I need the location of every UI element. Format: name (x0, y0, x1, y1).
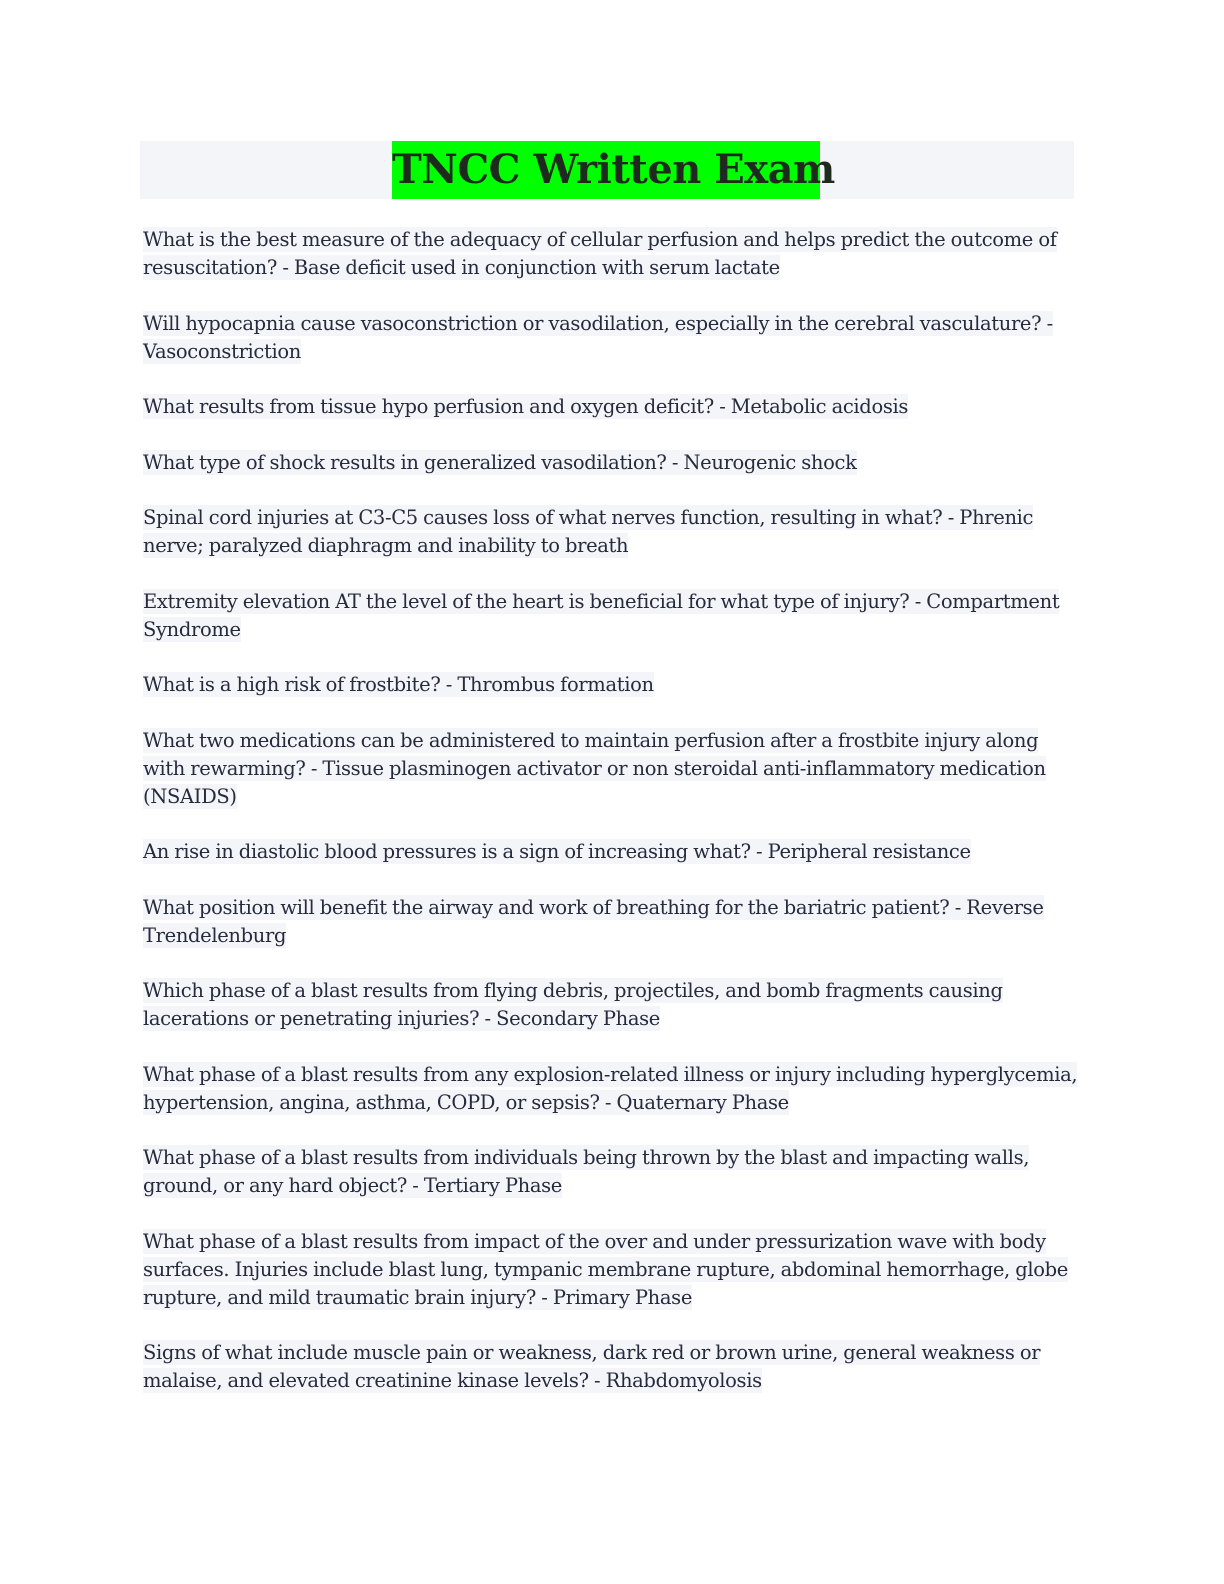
qa-item (143, 671, 1083, 699)
qa-item (143, 1144, 1083, 1200)
qa-text: Signs of what include muscle pain or weakness, dark red or brown urine, general weakness or malaise, and elevated creatinine kinase levels? - Rhabdomyolosis (143, 1341, 1041, 1392)
question-answer-list (143, 226, 1083, 1423)
document-title: TNCC Written Exam (392, 141, 820, 199)
qa-text: What results from tissue hypo perfusion and oxygen deficit? - Metabolic acidosis (143, 395, 909, 418)
qa-text: Spinal cord injuries at C3-C5 causes loss of what nerves function, resulting in what? - Phrenic nerve; paralyzed diaphragm and inability to breath (143, 506, 1034, 557)
qa-item (143, 838, 1083, 866)
qa-text: An rise in diastolic blood pressures is a sign of increasing what? - Peripheral resistance (143, 840, 971, 863)
qa-item (143, 226, 1083, 282)
qa-text: What phase of a blast results from individuals being thrown by the blast and impacting walls, ground, or any hard object? - Tertiary Phase (143, 1146, 1030, 1197)
qa-item (143, 894, 1083, 950)
qa-item (143, 1228, 1083, 1312)
qa-text: What position will benefit the airway and work of breathing for the bariatric patient? - Reverse Trendelenburg (143, 895, 1044, 947)
qa-item (143, 727, 1083, 811)
qa-item (143, 504, 1083, 560)
qa-text: What is a high risk of frostbite? - Thrombus formation (143, 673, 654, 696)
qa-text: What phase of a blast results from impact of the over and under pressurization wave with body surfaces. Injuries include blast lung, tympanic membrane rupture, abdominal hemorrhage, globe rupture, and mild traumatic brain injury? - Primary Phase (143, 1229, 1068, 1309)
qa-text: What type of shock results in generalized vasodilation? - Neurogenic shock (143, 450, 857, 474)
qa-text: Which phase of a blast results from flying debris, projectiles, and bomb fragments causing lacerations or penetrating injuries? - Secondary Phase (143, 979, 1003, 1030)
qa-text: What is the best measure of the adequacy of cellular perfusion and helps predict the outcome of resuscitation? - Base deficit used in conjunction with serum lactate (143, 228, 1057, 279)
qa-text: What phase of a blast results from any explosion-related illness or injury including hyperglycemia, hypertension, angina, asthma, COPD, or sepsis? - Quaternary Phase (143, 1062, 1078, 1114)
qa-item (143, 449, 1083, 477)
qa-item (143, 977, 1083, 1033)
qa-item (143, 393, 1083, 421)
qa-text: What two medications can be administered to maintain perfusion after a frostbite injury along with rewarming? - Tissue plasminogen activator or non steroidal anti-inflammatory medication (NSAIDS) (143, 728, 1046, 808)
qa-text: Extremity elevation AT the level of the heart is beneficial for what type of injury? - Compartment Syndrome (143, 589, 1060, 641)
qa-item (143, 588, 1083, 644)
qa-item (143, 1339, 1083, 1395)
qa-item (143, 310, 1083, 366)
qa-text: Will hypocapnia cause vasoconstriction or vasodilation, especially in the cerebral vasculature? - Vasoconstriction (143, 311, 1053, 363)
qa-item (143, 1061, 1083, 1117)
